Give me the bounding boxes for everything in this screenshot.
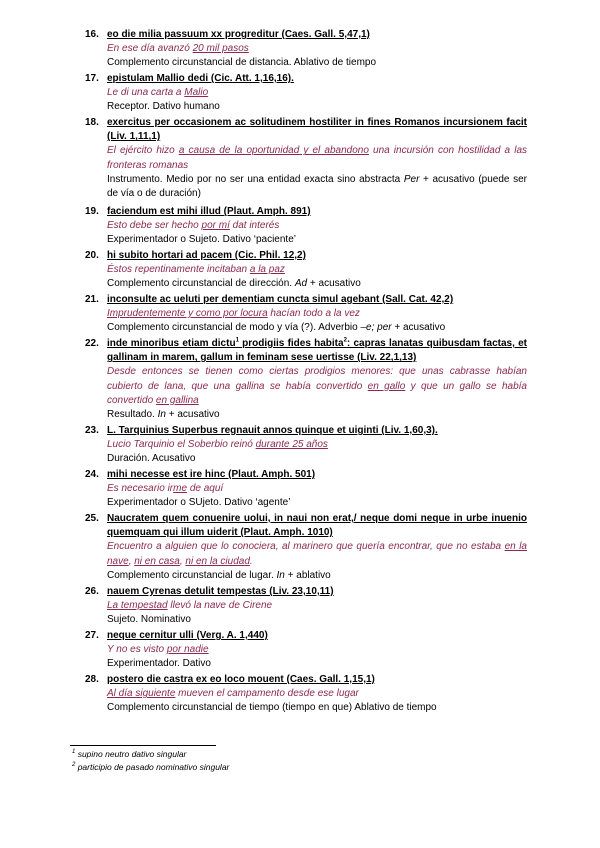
translation-text: Desde entonces se tienen como ciertas prodigios menores: que unas cabrasse habían cubierto de lana, que una gallina se había convertido	[107, 366, 527, 392]
item-number: 17.	[85, 73, 99, 84]
footnote-mark: 2	[72, 762, 76, 769]
exercise-25	[85, 512, 527, 583]
item-number: 16.	[85, 29, 99, 40]
latin-sentence	[85, 629, 527, 643]
translation-text: ,	[128, 555, 135, 567]
translation-highlight: durante 25 años	[255, 439, 328, 451]
translation-highlight: Al día siguiente	[107, 688, 176, 700]
latin-sentence	[85, 337, 527, 365]
spanish-translation	[85, 86, 527, 100]
translation-text: El ejército hizo	[107, 145, 179, 157]
footnote-ref: 1	[235, 337, 239, 344]
exercise-24	[85, 468, 527, 511]
exercise-28	[85, 673, 527, 716]
latin-text: mihi necesse est ire hinc (Plaut. Amph. 501)	[107, 469, 316, 480]
comment-text: Complemento circunstancial de modo y vía (?). Adverbio	[107, 322, 361, 334]
exercise-19	[85, 205, 527, 248]
grammar-comment	[85, 569, 527, 583]
exercise-18	[85, 116, 527, 201]
exercise-27	[85, 629, 527, 672]
latin-sentence	[85, 72, 527, 86]
comment-text: Resultado.	[107, 409, 158, 421]
footnote-mark: 1	[72, 749, 76, 756]
comment-preposition: In	[276, 569, 285, 581]
spanish-translation	[85, 482, 527, 496]
translation-text: de aquí	[187, 483, 224, 495]
translation-highlight: La tempestad	[107, 600, 168, 612]
translation-text: Encuentro a alguien que lo conociera, al marinero que quería encontrar, que no estaba	[107, 541, 505, 553]
translation-text: llevó la nave de Cirene	[167, 600, 273, 612]
exercise-17	[85, 72, 527, 115]
comment-text: Complemento circunstancial de lugar.	[107, 569, 277, 581]
latin-text	[107, 337, 527, 365]
latin-text: inconsulte ac ueluti per dementiam cuncta simul agebant (Sall. Cat. 42,2)	[107, 294, 454, 305]
comment-preposition: In	[157, 409, 166, 421]
latin-text: L. Tarquinius Superbus regnauit annos quinque et uiginti (Liv. 1,60,3).	[107, 425, 438, 436]
latin-text: postero die castra ex eo loco mouent (Caes. Gall. 1,15,1)	[107, 674, 375, 685]
comment-preposition: Per	[403, 173, 420, 185]
translation-text: Le di una carta a	[107, 87, 185, 99]
footnote-2	[72, 762, 229, 773]
comment-text: + acusativo	[391, 322, 446, 334]
grammar-comment: Complemento circunstancial de tiempo (tiempo en que) Ablativo de tiempo	[107, 702, 437, 714]
translation-text: En ese día avanzó	[107, 43, 193, 55]
latin-text-part: prodigiis fides habita	[238, 338, 344, 349]
spanish-translation	[85, 365, 527, 408]
exercise-23	[85, 424, 527, 467]
grammar-comment	[85, 408, 527, 422]
translation-text: una incursión con hostilidad a las fronteras romanas	[107, 145, 528, 171]
grammar-comment: Complemento circunstancial de distancia. Ablativo de tiempo	[107, 57, 377, 69]
latin-text-part: inde minoribus etiam dictu	[107, 338, 236, 349]
translation-highlight: a la paz	[249, 264, 285, 276]
exercise-20	[85, 249, 527, 292]
footnote-text: supino neutro dativo singular	[75, 749, 187, 759]
translation-highlight: en gallo	[367, 380, 406, 392]
translation-highlight: a causa de la oportunidad y el abandono	[178, 145, 369, 157]
grammar-comment	[85, 277, 527, 291]
grammar-comment: Sujeto. Nominativo	[107, 614, 191, 626]
translation-highlight: por mí	[201, 220, 230, 232]
latin-sentence	[85, 249, 527, 263]
comment-text: + acusativo	[165, 409, 220, 421]
comment-text: Instrumento. Medio por no ser una entidad exacta sino abstracta	[107, 173, 404, 185]
translation-highlight: Malio	[184, 87, 209, 99]
spanish-translation	[85, 687, 527, 701]
grammar-comment: Receptor. Dativo humano	[107, 101, 220, 113]
latin-text: neque cernitur ulli (Verg. A. 1,440)	[107, 630, 268, 641]
exercise-21	[85, 293, 527, 336]
grammar-comment: Experimentador o SUjeto. Dativo ‘agente’	[107, 497, 291, 509]
latin-sentence	[85, 116, 527, 144]
spanish-translation	[85, 219, 527, 233]
footnote-text: participio de pasado nominativo singular	[75, 762, 230, 772]
spanish-translation	[85, 42, 527, 56]
translation-highlight: 20 mil pasos	[192, 43, 249, 55]
footnote-ref: 2	[343, 337, 347, 344]
grammar-comment	[85, 321, 527, 335]
item-number: 24.	[85, 469, 99, 480]
spanish-translation	[85, 438, 527, 452]
translation-highlight: ni en la ciudad	[185, 555, 250, 567]
comment-text: + ablativo	[284, 569, 331, 581]
spanish-translation	[85, 599, 527, 613]
grammar-comment: Duración. Acusativo	[107, 453, 196, 465]
latin-text-part: : capras lanatas quibusdam factas, et gallinam in marem, gallum in feminam sese uertisse (Liv. 22,1,13)	[107, 338, 527, 364]
translation-text: Esto debe ser hecho	[107, 220, 202, 232]
translation-highlight: ni en casa	[134, 555, 180, 567]
item-number: 21.	[85, 294, 99, 305]
translation-text: Y no es visto	[107, 644, 167, 656]
latin-text: exercitus per occasionem ac solitudinem hostiliter in fines Romanos incursionem facit (Liv. 1,11,1)	[107, 117, 527, 143]
comment-preposition: Ad	[294, 278, 308, 290]
comment-text: Complemento circunstancial de dirección.	[107, 278, 295, 290]
latin-text: Naucratem quem conuenire uolui, in naui non erat,/ neque domi neque in urbe inuenio quemquam qui illum uiderit (Plaut. Amph. 1010)	[107, 513, 527, 539]
item-number: 22.	[85, 338, 99, 349]
latin-sentence	[85, 673, 527, 687]
latin-text: hi subito hortari ad pacem (Cic. Phil. 12,2)	[107, 250, 306, 261]
latin-sentence	[85, 585, 527, 599]
item-number: 23.	[85, 425, 99, 436]
translation-text: Lucio Tarquinio el Soberbio reinó	[107, 439, 256, 451]
item-number: 28.	[85, 674, 99, 685]
item-number: 19.	[85, 206, 99, 217]
translation-text: .	[249, 555, 253, 567]
translation-highlight: me	[173, 483, 188, 495]
translation-text: Es necesario ir	[107, 483, 174, 495]
latin-text: faciendum est mihi illud (Plaut. Amph. 891)	[107, 206, 311, 217]
comment-text: + acusativo (puede ser de vía o de duración)	[107, 173, 527, 200]
comment-text: + acusativo	[307, 278, 361, 290]
translation-text: y que un gallo se había convertido	[107, 380, 527, 406]
translation-text: hacían todo a la vez	[267, 308, 360, 320]
item-number: 26.	[85, 586, 99, 597]
spanish-translation	[85, 540, 527, 568]
spanish-translation	[85, 263, 527, 277]
item-number: 20.	[85, 250, 99, 261]
footnote-1	[72, 749, 186, 760]
latin-text: epistulam Mallio dedi (Cic. Att. 1,16,16).	[107, 73, 294, 84]
latin-sentence	[85, 424, 527, 438]
item-number: 27.	[85, 630, 99, 641]
spanish-translation	[85, 307, 527, 321]
item-number: 18.	[85, 117, 99, 128]
comment-preposition: –e; per	[360, 322, 392, 334]
translation-text: Éstos repentinamente incitaban	[107, 264, 250, 276]
footnote-separator	[70, 745, 216, 746]
spanish-translation	[85, 144, 527, 172]
latin-sentence	[85, 512, 527, 540]
latin-sentence	[85, 205, 527, 219]
translation-text: mueven el campamento desde ese lugar	[175, 688, 359, 700]
latin-sentence	[85, 293, 527, 307]
latin-sentence	[85, 468, 527, 482]
latin-text: nauem Cyrenas detulit tempestas (Liv. 23,10,11)	[107, 586, 334, 597]
grammar-comment: Experimentador. Dativo	[107, 658, 211, 670]
translation-text: ,	[179, 555, 186, 567]
exercise-22	[85, 337, 527, 422]
grammar-comment	[85, 173, 527, 201]
exercise-16	[85, 28, 527, 71]
spanish-translation	[85, 643, 527, 657]
latin-text: eo die milia passuum xx progreditur (Caes. Gall. 5,47,1)	[107, 29, 370, 40]
grammar-comment: Experimentador o Sujeto. Dativo ‘paciente’	[107, 234, 296, 246]
latin-sentence	[85, 28, 527, 42]
exercise-26	[85, 585, 527, 628]
translation-highlight: en gallina	[155, 394, 199, 406]
item-number: 25.	[85, 513, 99, 524]
translation-text: dat interés	[229, 220, 280, 232]
translation-highlight: Imprudentemente y como por locura	[107, 308, 268, 320]
translation-highlight: en la nave	[107, 541, 527, 567]
translation-highlight: por nadie	[166, 644, 209, 656]
